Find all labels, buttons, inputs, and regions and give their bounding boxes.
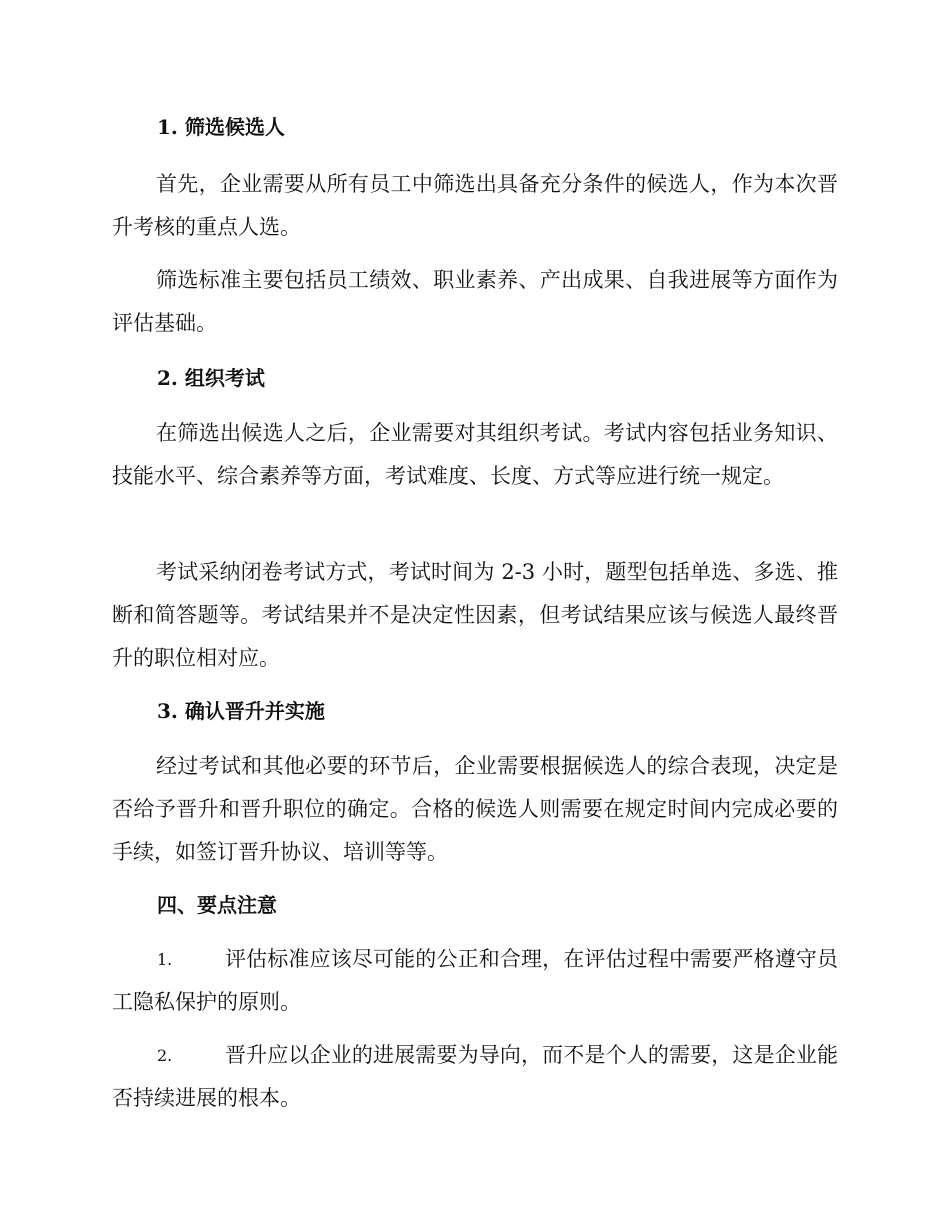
paragraph: 考试采纳闭卷考试方式，考试时间为 2-3 小时，题型包括单选、多选、推断和简答题等。考试结果并不是决定性因素，但考试结果应该与候选人最终晋升的职位相对应。 <box>112 560 838 670</box>
section-heading-2: 2. 组织考试 <box>157 366 265 390</box>
section-heading-3: 3. 确认晋升并实施 <box>157 699 325 723</box>
list-item-number: 2. <box>157 1046 173 1065</box>
paragraph: 筛选标准主要包括员工绩效、职业素养、产出成果、自我进展等方面作为评估基础。 <box>112 268 838 335</box>
paragraph: 首先，企业需要从所有员工中筛选出具备充分条件的候选人，作为本次晋升考核的重点人选。 <box>112 172 838 239</box>
paragraph: 在筛选出候选人之后，企业需要对其组织考试。考试内容包括业务知识、技能水平、综合素养等方面，考试难度、长度、方式等应进行统一规定。 <box>112 421 838 488</box>
list-item <box>112 1034 838 1120</box>
list-item-text: 评估标准应该尽可能的公正和合理，在评估过程中需要严格遵守员工隐私保护的原则。 <box>112 947 838 1014</box>
section-heading-4: 四、要点注意 <box>157 893 277 917</box>
list-item-text: 晋升应以企业的进展需要为导向，而不是个人的需要，这是企业能否持续进展的根本。 <box>112 1043 838 1110</box>
list-item <box>112 938 838 1024</box>
paragraph: 经过考试和其他必要的环节后，企业需要根据候选人的综合表现，决定是否给予晋升和晋升职位的确定。合格的候选人则需要在规定时间内完成必要的手续，如签订晋升协议、培训等等。 <box>112 754 838 864</box>
section-heading-1: 1. 筛选候选人 <box>157 115 285 139</box>
list-item-number: 1. <box>157 950 173 969</box>
